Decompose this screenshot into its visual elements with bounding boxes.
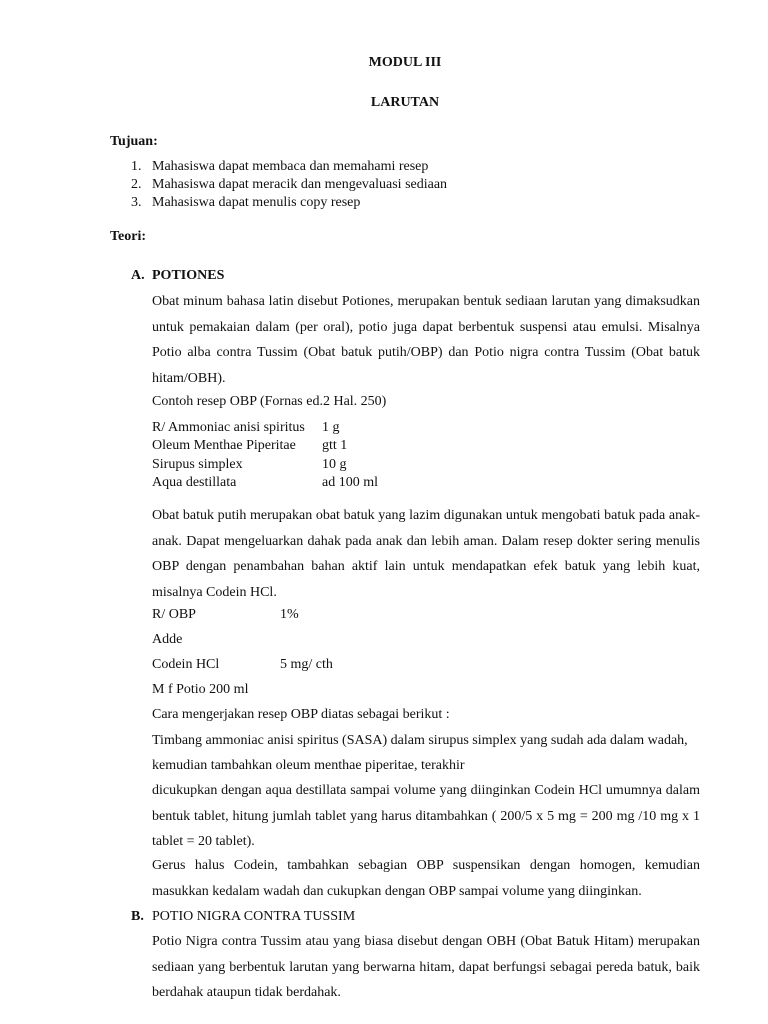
- section-a-paragraph-2: Obat batuk putih merupakan obat batuk yang lazim digunakan untuk mengobati batuk pada anak-anak. Dapat mengeluarkan dahak pada anak dan lebih aman. Dalam resep dokter sering menulis OBP dengan penambahan bahan aktif lain untuk mendapatkan efek batuk yang lebih kuat, misalnya Codein HCl.: [152, 508, 700, 600]
- section-a-paragraph-3: dicukupkan dengan aqua destillata sampai volume yang diinginkan Codein HCl umumnya dalam bentuk tablet, hitung jumlah tablet yang harus ditambahkan ( 200/5 x 5 mg = 200 mg /10 mg x 1 tablet = 20 tablet).: [152, 783, 700, 849]
- list-item: Mahasiswa dapat membaca dan memahami resep: [152, 159, 429, 174]
- prescription-quantity: 5 mg/ cth: [280, 657, 333, 672]
- document-subtitle: LARUTAN: [370, 95, 440, 110]
- list-item: Mahasiswa dapat menulis copy resep: [152, 195, 361, 210]
- recipe-quantity: 10 g: [322, 457, 347, 472]
- section-a-paragraph-1: Obat minum bahasa latin disebut Potiones, merupakan bentuk sediaan larutan yang dimaksudkan untuk pemakaian dalam (per oral), potio juga dapat berbentuk suspensi atau emulsi. Misalnya Potio alba contra Tussim (Obat batuk putih/OBP) dan Potio nigra contra Tussim (Obat batuk hitam/OBH).: [152, 294, 700, 386]
- recipe-ingredient: R/ Ammoniac anisi spiritus: [152, 420, 305, 435]
- recipe-ingredient: Oleum Menthae Piperitae: [152, 438, 296, 453]
- prescription-line: Codein HCl: [152, 657, 220, 672]
- list-item: Mahasiswa dapat meracik dan mengevaluasi sediaan: [152, 177, 448, 192]
- prescription-quantity: 1%: [280, 607, 299, 622]
- section-letter: A.: [131, 268, 145, 283]
- list-item-number: 3.: [131, 195, 142, 210]
- section-a-paragraph-4: Gerus halus Codein, tambahkan sebagian OBP suspensikan dengan homogen, kemudian masukkan kedalam wadah dan cukupkan dengan OBP sampai volume yang diinginkan.: [152, 858, 700, 899]
- prescription-line: Adde: [152, 632, 183, 647]
- recipe-quantity: gtt 1: [322, 438, 348, 453]
- teori-heading: Teori:: [110, 229, 147, 244]
- recipe-quantity: ad 100 ml: [322, 475, 378, 490]
- recipe-ingredient: Sirupus simplex: [152, 457, 243, 472]
- recipe-quantity: 1 g: [322, 420, 340, 435]
- tujuan-heading: Tujuan:: [110, 134, 158, 149]
- list-item-number: 1.: [131, 159, 142, 174]
- procedure-line: kemudian tambahkan oleum menthae piperitae, terakhir: [152, 758, 465, 773]
- list-item-number: 2.: [131, 177, 142, 192]
- recipe-example-caption: Contoh resep OBP (Fornas ed.2 Hal. 250): [152, 394, 387, 409]
- section-letter: B.: [131, 909, 144, 924]
- recipe-ingredient: Aqua destillata: [152, 475, 237, 490]
- section-b-heading: POTIO NIGRA CONTRA TUSSIM: [152, 909, 356, 924]
- procedure-intro: Cara mengerjakan resep OBP diatas sebagai berikut :: [152, 707, 450, 722]
- procedure-line: Timbang ammoniac anisi spiritus (SASA) dalam sirupus simplex yang sudah ada dalam wadah,: [152, 733, 688, 748]
- prescription-line: R/ OBP: [152, 607, 196, 622]
- document-title: MODUL III: [368, 55, 442, 70]
- section-b-paragraph-1: Potio Nigra contra Tussim atau yang biasa disebut dengan OBH (Obat Batuk Hitam) merupakan sediaan yang berbentuk larutan yang berwarna hitam, dapat berfungsi sebagai pereda batuk, baik berdahak ataupun tidak berdahak.: [152, 934, 700, 1000]
- section-a-heading: POTIONES: [152, 268, 225, 283]
- prescription-line: M f Potio 200 ml: [152, 682, 249, 697]
